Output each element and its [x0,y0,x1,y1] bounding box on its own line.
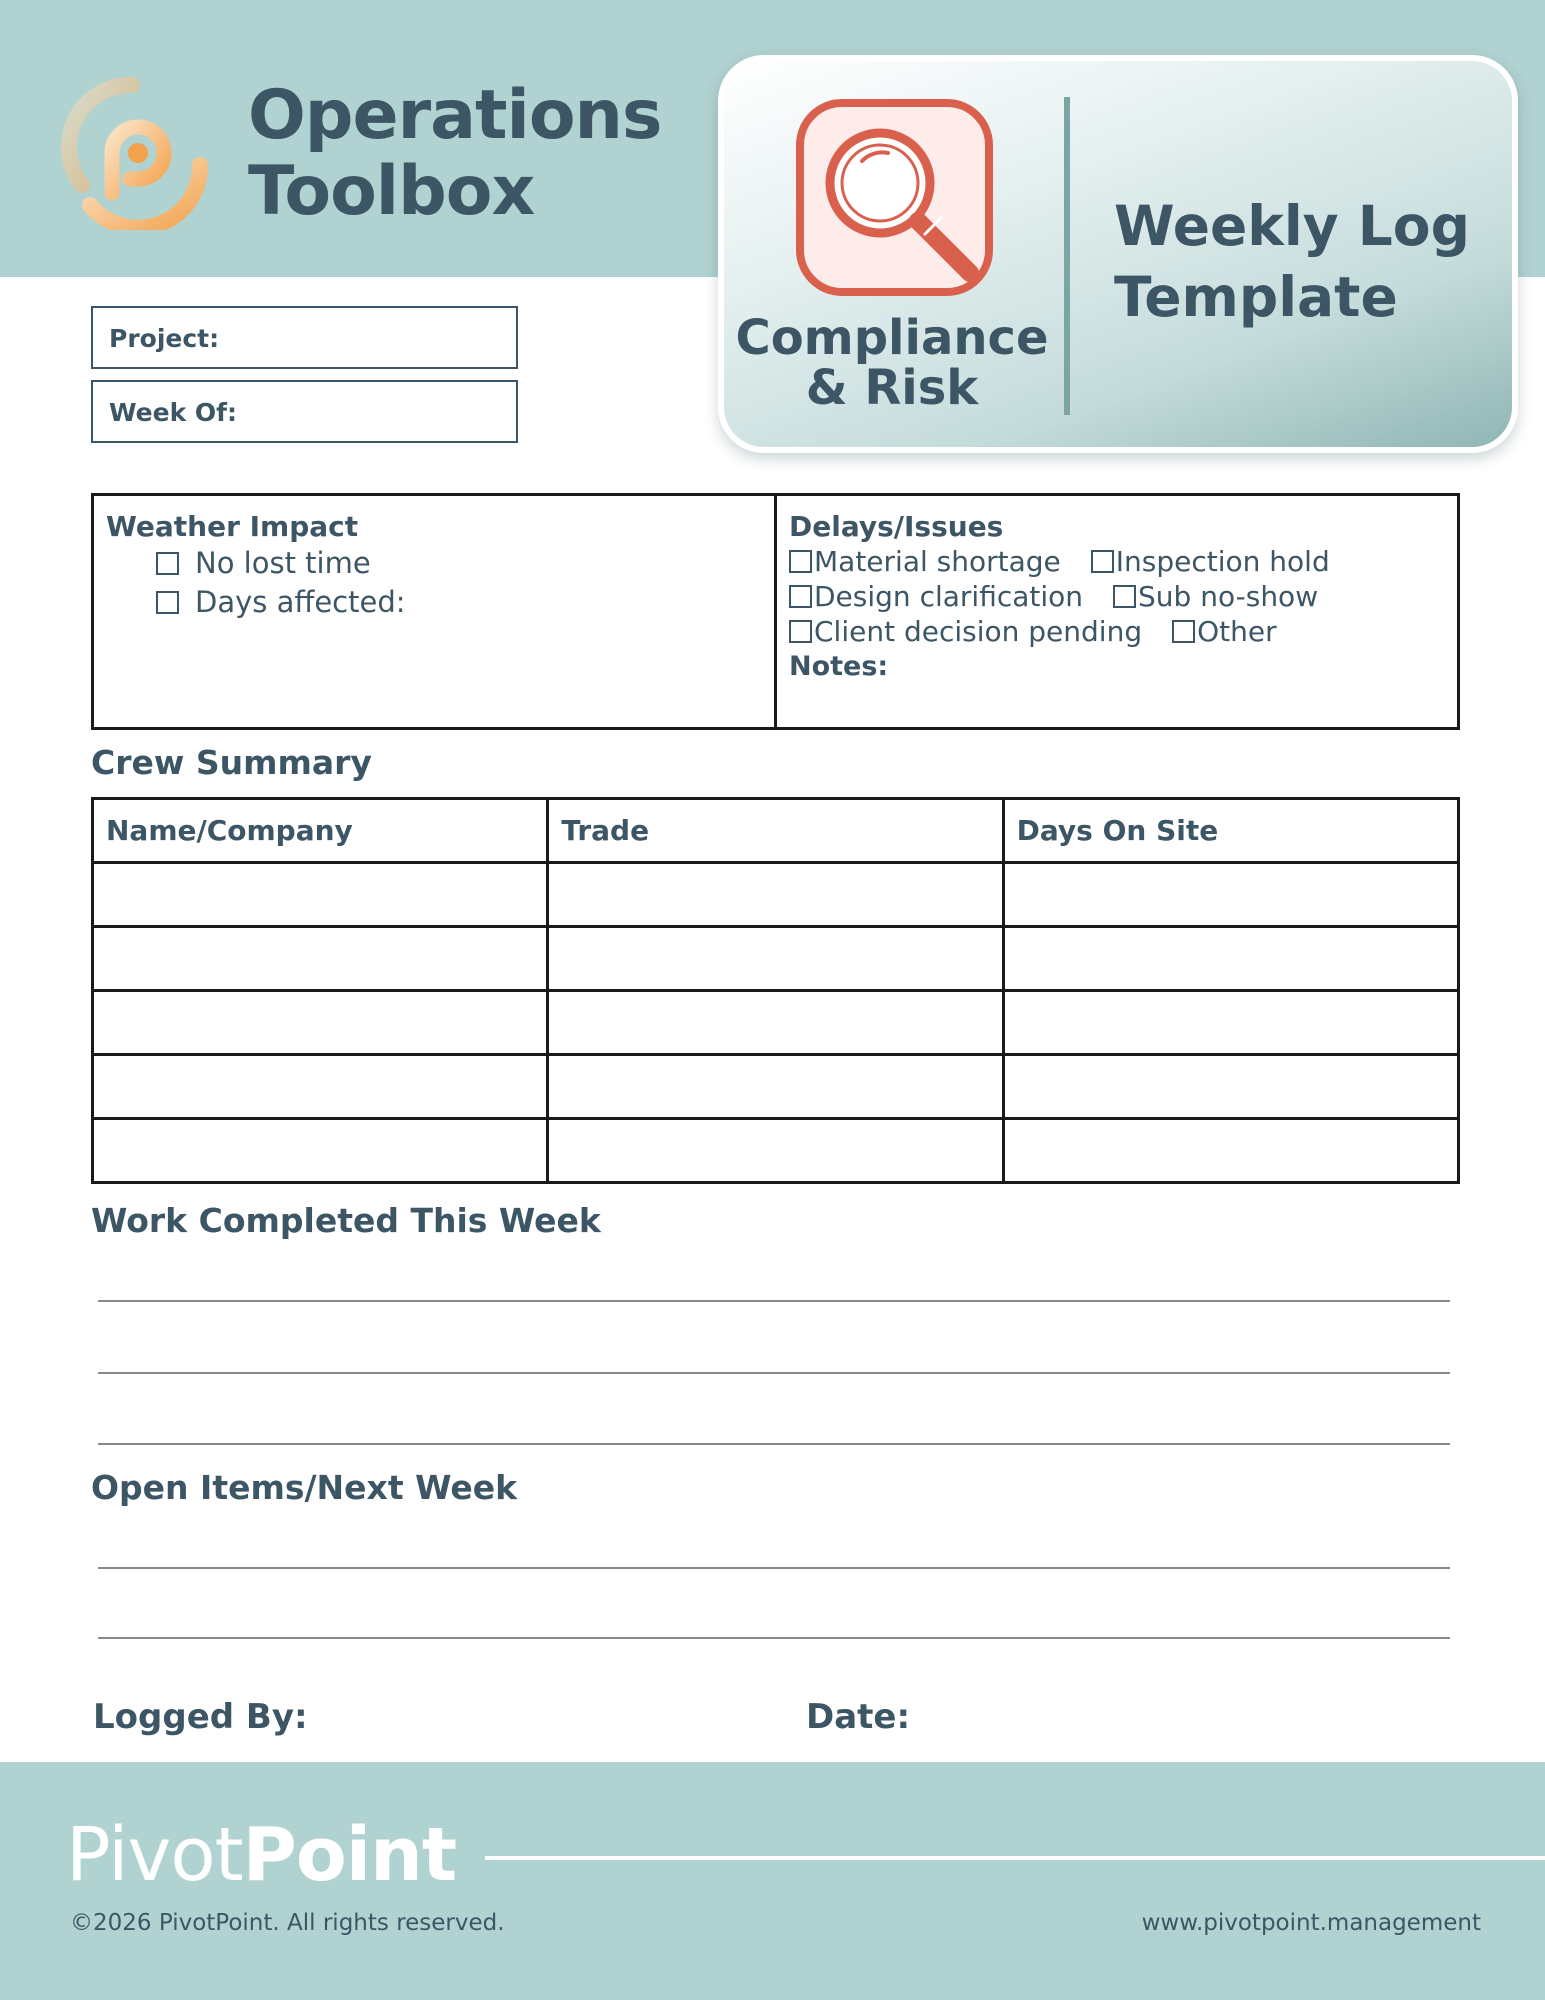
card-divider [1064,97,1070,415]
work-completed-line[interactable] [98,1372,1450,1374]
footer-brand-light: Pivot [66,1812,243,1898]
table-row [93,1055,1459,1119]
checkbox-icon[interactable] [789,550,812,573]
table-header-row [93,799,1459,863]
table-row [93,1119,1459,1183]
table-cell[interactable] [1003,927,1458,991]
category-label-line1: Compliance [735,310,1049,366]
table-cell[interactable] [1003,1119,1458,1183]
impact-box [91,493,1460,730]
table-cell[interactable] [548,991,1003,1055]
document-title-line2: Template [1114,265,1398,329]
table-row [93,927,1459,991]
delay-option-sub-no-show[interactable] [1113,580,1318,613]
brand-title-line2: Toolbox [248,152,535,231]
project-field[interactable] [91,306,518,369]
checkbox-icon[interactable] [1172,620,1195,643]
magnifier-icon [792,95,997,300]
checkbox-icon[interactable] [156,591,179,614]
week-of-field[interactable] [91,380,518,443]
weather-impact-section [94,496,777,727]
table-cell[interactable] [93,991,548,1055]
table-cell[interactable] [93,1119,548,1183]
weather-option-days-affected[interactable] [106,583,762,622]
checkbox-icon[interactable] [789,620,812,643]
delay-option-other[interactable] [1172,615,1277,648]
delay-option-label: Client decision pending [814,615,1143,648]
pivotpoint-logo-icon [60,75,215,230]
delay-option-client-decision-pending[interactable] [789,615,1142,648]
delays-issues-section [777,496,1457,727]
delay-option-label: Other [1197,615,1277,648]
table-cell[interactable] [93,927,548,991]
column-header-days-on-site: Days On Site [1003,799,1458,863]
footer [0,1762,1545,2000]
crew-summary-heading: Crew Summary [91,743,372,782]
delay-option-inspection-hold[interactable] [1091,545,1330,578]
table-cell[interactable] [548,1055,1003,1119]
open-items-line[interactable] [98,1637,1450,1639]
table-cell[interactable] [93,1055,548,1119]
category-label [732,310,1052,416]
checkbox-icon[interactable] [789,585,812,608]
table-row [93,863,1459,927]
work-completed-line[interactable] [98,1443,1450,1445]
delay-option-label: Design clarification [814,580,1084,613]
week-of-label: Week Of: [109,398,238,427]
table-cell[interactable] [548,1119,1003,1183]
table-cell[interactable] [1003,1055,1458,1119]
work-completed-line[interactable] [98,1300,1450,1302]
footer-copyright: ©2026 PivotPoint. All rights reserved. [70,1910,505,1936]
column-header-trade: Trade [548,799,1003,863]
project-label: Project: [109,324,220,353]
footer-divider [485,1856,1545,1860]
weather-option-label: Days affected: [195,585,406,619]
checkbox-icon[interactable] [1113,585,1136,608]
delay-option-label: Material shortage [814,545,1061,578]
table-row [93,991,1459,1055]
column-header-name-company: Name/Company [93,799,548,863]
weather-option-no-lost-time[interactable] [106,544,762,583]
open-items-heading: Open Items/Next Week [91,1468,518,1507]
category-label-line2: & Risk [805,360,979,416]
date-label: Date: [806,1697,911,1737]
table-cell[interactable] [93,863,548,927]
table-cell[interactable] [1003,863,1458,927]
checkbox-icon[interactable] [1091,550,1114,573]
footer-brand [66,1812,456,1898]
work-completed-heading: Work Completed This Week [91,1201,601,1240]
logged-by-label: Logged By: [93,1697,308,1737]
document-title-line1: Weekly Log [1114,194,1470,258]
delay-option-label: Sub no-show [1138,580,1319,613]
table-cell[interactable] [548,863,1003,927]
category-card [718,55,1518,453]
delay-options-row [789,614,1445,649]
checkbox-icon[interactable] [156,552,179,575]
delays-issues-heading: Delays/Issues [789,510,1004,543]
crew-summary-table [91,797,1460,1184]
delay-option-material-shortage[interactable] [789,545,1061,578]
brand-title-line1: Operations [248,76,662,155]
table-cell[interactable] [548,927,1003,991]
open-items-line[interactable] [98,1567,1450,1569]
footer-brand-bold: Point [242,1812,457,1898]
weather-option-label: No lost time [195,546,371,580]
delay-option-design-clarification[interactable] [789,580,1083,613]
brand-title [248,78,661,230]
delay-options-row [789,579,1445,614]
footer-url[interactable]: www.pivotpoint.management [1141,1910,1481,1936]
notes-label: Notes: [789,651,889,682]
table-cell[interactable] [1003,991,1458,1055]
weather-impact-heading: Weather Impact [106,510,359,543]
delay-option-label: Inspection hold [1115,545,1330,578]
delay-options-row [789,544,1445,579]
document-title [1114,191,1470,333]
